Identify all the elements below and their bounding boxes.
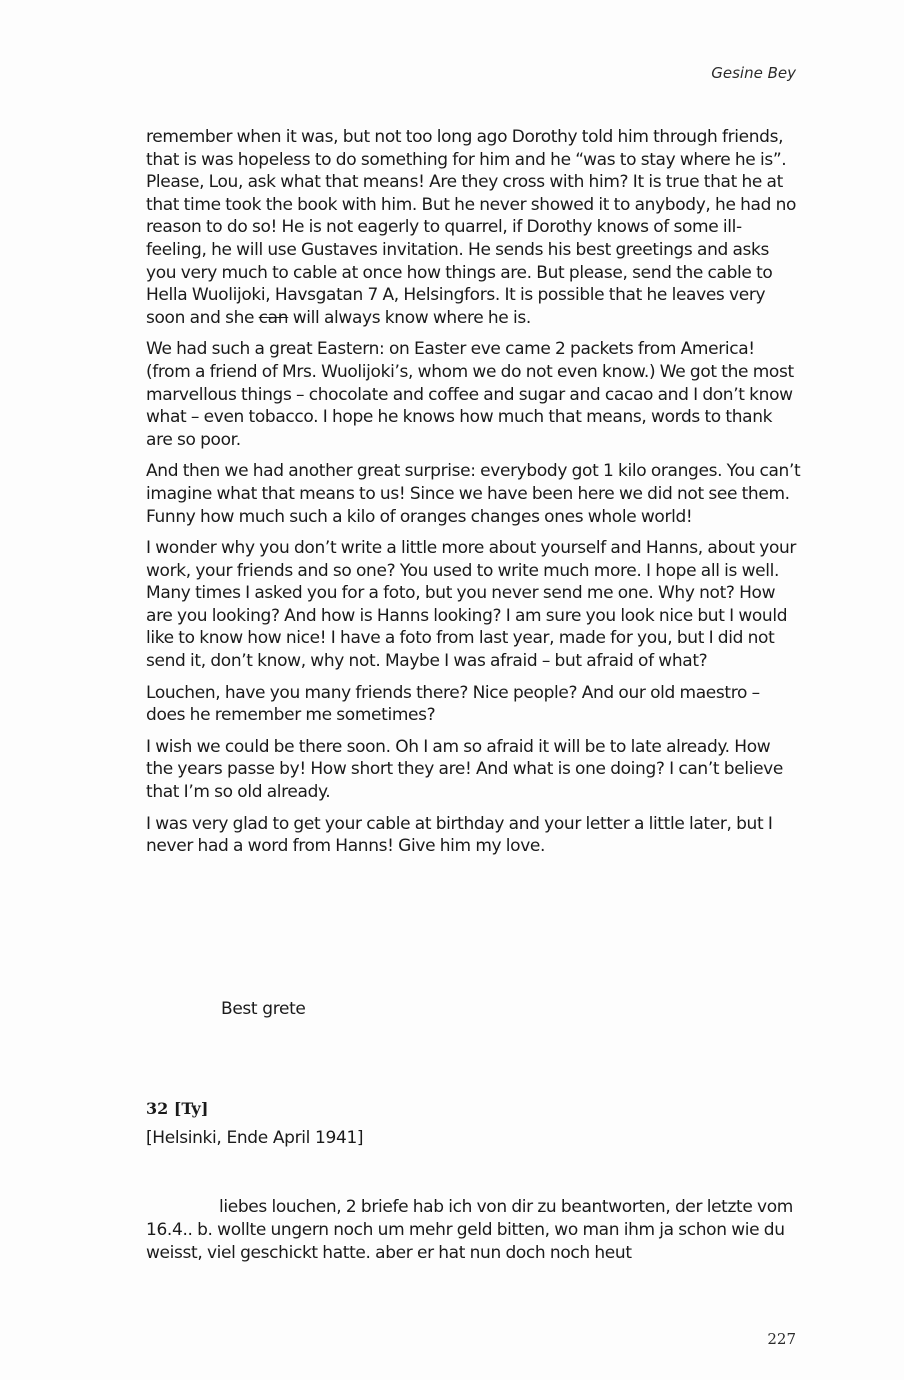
struck-word: can [258, 307, 289, 328]
paragraph-text: will always know where he is. [288, 307, 531, 328]
next-letter-body: liebes louchen, 2 briefe hab ich von dir zu beantworten, der letzte vom 16.4.. b. wollte ungern noch um mehr geld bitten, wo man ihm ja schon wie du weisst, viel geschickt hatte. aber er hat nun doch noch heut [146, 1197, 794, 1263]
paragraph [146, 126, 801, 329]
paragraph: Louchen, have you many friends there? Nice people? And our old maestro – does he remember me sometimes? [146, 682, 760, 726]
letter-text [146, 126, 801, 867]
letter-signature: Best grete [221, 999, 306, 1019]
paragraph: I wish we could be there soon. Oh I am so afraid it will be to late already. How the years passe by! How short they are! And what is one doing? I can’t believe that I’m so old already. [146, 736, 783, 803]
paragraph: I wonder why you don’t write a little more about yourself and Hanns, about your work, your friends and so one? You used to write much more. I hope all is well. Many times I asked you for a foto, but you never send me one. Why not? How are you looking? And how is Hanns looking? I am sure you look nice but I would like to know how nice! I have a foto from last year, made for you, but I did not send it, don’t know, why not. Maybe I was afraid – but afraid of what? [146, 538, 797, 672]
entry-number: 32 [Ty] [146, 1099, 209, 1118]
running-header: Gesine Bey [711, 64, 796, 82]
paragraph: We had such a great Eastern: on Easter eve came 2 packets from America! (from a friend of Mrs. Wuolijoki’s, whom we do not even know.) We got the most marvellous things – chocolate and coffee and sugar and cacao and I don’t know what – even tobacco. I hope he knows how much that means, words to thank are so poor. [146, 339, 794, 450]
paragraph-text: remember when it was, but not too long ago Dorothy told him through friends, that is was hopeless to do something for him and he “was to stay where he is”. Please, Lou, ask what that means! Are they cross with him? It is true that he at that time took the book with him. But he never showed it to anybody, he had no reason to do so! He is not eagerly to quarrel, if Dorothy knows of some ill-feeling, he will use Gustaves invitation. He sends his best greetings and asks you very much to cable at once how things are. But please, send the cable to Hella Wuolijoki, Havsgatan 7 A, Helsingfors. It is possible that he leaves very soon and she [146, 127, 797, 328]
paragraph: And then we had another great surprise: everybody got 1 kilo oranges. You can’t imagine what that means to us! Since we have been here we did not see them. Funny how much such a kilo of oranges changes ones whole world! [146, 461, 801, 527]
entry-place-date: [Helsinki, Ende April 1941] [146, 1128, 364, 1148]
paragraph: I was very glad to get your cable at birthday and your letter a little later, but I never had a word from Hanns! Give him my love. [146, 813, 773, 857]
page-number: 227 [767, 1330, 796, 1348]
